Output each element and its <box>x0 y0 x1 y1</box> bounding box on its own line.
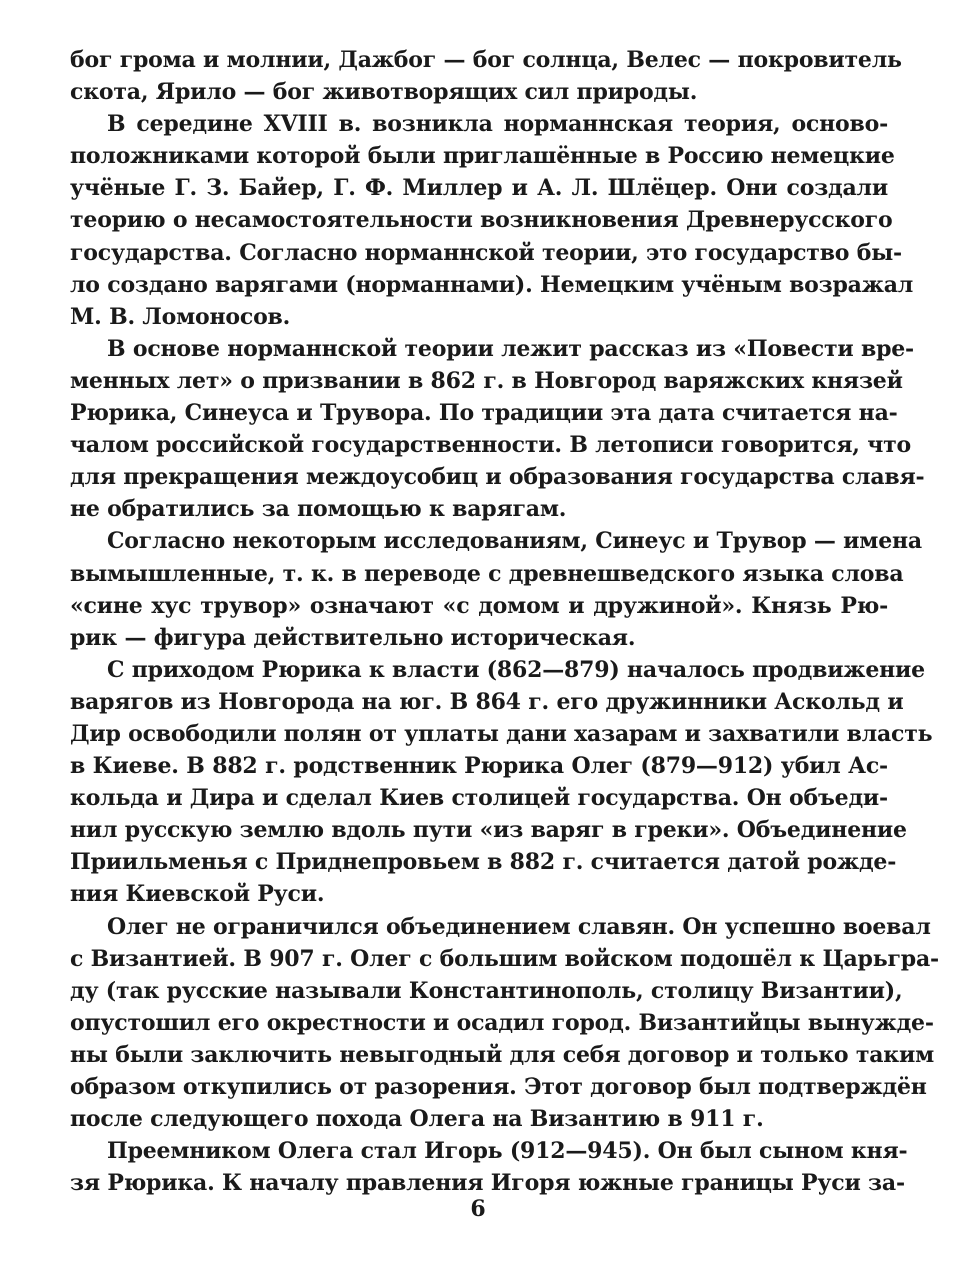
text-line: Рюрика, Синеуса и Трувора. По традиции эта дата считается на- <box>70 400 898 427</box>
text-line: кольда и Дира и сделал Киев столицей государства. Он объеди- <box>70 785 888 812</box>
text-line: Преемником Олега стал Игорь (912—945). Он был сыном кня- <box>107 1138 908 1165</box>
text-line: не обратились за помощью к варягам. <box>70 496 567 523</box>
text-line: варягов из Новгорода на юг. В 864 г. его дружинники Аскольд и <box>70 688 904 715</box>
text-line: рик — фигура действительно историческая. <box>70 624 636 651</box>
text-line: С приходом Рюрика к власти (862—879) началось продвижение <box>107 656 925 683</box>
paragraph <box>70 1135 908 1199</box>
page-text <box>70 44 939 1199</box>
text-line: после следующего похода Олега на Византию в 911 г. <box>70 1106 764 1133</box>
text-line: государства. Согласно норманнской теории, это государство бы- <box>70 239 902 266</box>
paragraph <box>70 108 914 333</box>
text-line: учёные Г. З. Байер, Г. Ф. Миллер и А. Л. Шлёцер. Они создали <box>70 175 888 202</box>
text-line: положниками которой были приглашённые в Россию немецкие <box>70 143 895 170</box>
text-line: В середине XVIII в. возникла норманнская теория, осново- <box>107 111 888 138</box>
paragraph <box>70 654 933 911</box>
text-line: М. В. Ломоносов. <box>70 303 291 330</box>
text-line: ло создано варягами (норманнами). Немецким учёным возражал <box>70 271 914 298</box>
text-line: теорию о несамостоятельности возникновения Древнерусского <box>70 207 893 234</box>
paragraph <box>70 525 922 653</box>
text-line: менных лет» о призвании в 862 г. в Новгород варяжских князей <box>70 367 903 394</box>
text-line: В основе норманнской теории лежит рассказ из «Повести вре- <box>107 335 914 362</box>
text-line: скота, Ярило — бог животворящих сил природы. <box>70 79 698 106</box>
text-line: чалом российской государственности. В летописи говорится, что <box>70 432 911 459</box>
text-line: ны были заключить невыгодный для себя договор и только таким <box>70 1041 935 1068</box>
page-number: 6 <box>470 1196 486 1222</box>
text-line: вымышленные, т. к. в переводе с древнешведского языка слова <box>70 560 904 587</box>
text-line: Дир освободили полян от уплаты дани хазарам и захватили власть <box>70 720 933 747</box>
paragraph <box>70 911 939 1136</box>
text-line: Согласно некоторым исследованиям, Синеус и Трувор — имена <box>107 528 922 555</box>
text-line: нил русскую землю вдоль пути «из варяг в греки». Объединение <box>70 817 907 844</box>
text-line: Олег не ограничился объединением славян. Он успешно воевал <box>107 913 931 940</box>
text-line: бог грома и молнии, Дажбог — бог солнца, Велес — покровитель <box>70 47 902 73</box>
text-line: образом откупились от разорения. Этот договор был подтверждён <box>70 1074 927 1100</box>
text-line: ду (так русские называли Константинополь, столицу Византии), <box>70 977 903 1004</box>
paragraph <box>70 44 902 108</box>
text-line: для прекращения междоусобиц и образования государства славя- <box>70 464 925 491</box>
paragraph <box>70 333 925 526</box>
text-line: зя Рюрика. К началу правления Игоря южные границы Руси за- <box>70 1170 905 1197</box>
text-line: Приильменья с Приднепровьем в 882 г. считается датой рожде- <box>70 849 897 876</box>
text-line: опустошил его окрестности и осадил город. Византийцы вынужде- <box>70 1009 934 1036</box>
text-line: в Киеве. В 882 г. родственник Рюрика Олег (879—912) убил Ас- <box>70 753 888 780</box>
text-line: с Византией. В 907 г. Олег с большим войском подошёл к Царьгра- <box>70 945 939 972</box>
text-line: «сине хус трувор» означают «с домом и дружиной». Князь Рю- <box>70 592 888 619</box>
text-line: ния Киевской Руси. <box>70 881 325 908</box>
